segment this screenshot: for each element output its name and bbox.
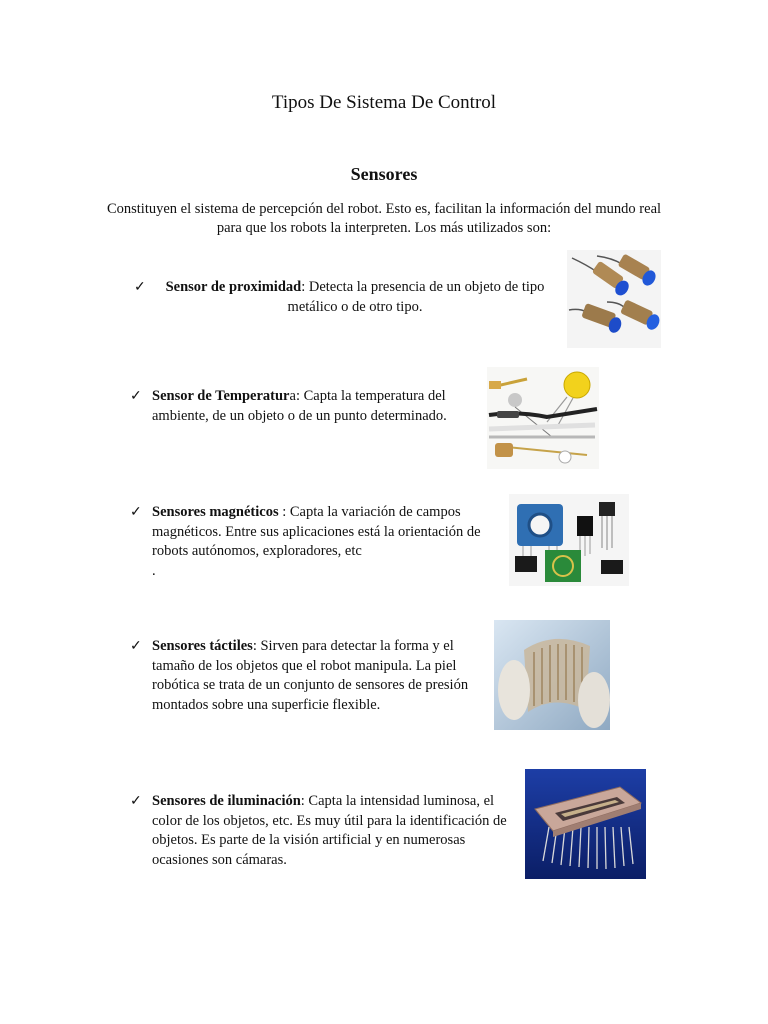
magnetic-sensor-photo [509,494,629,586]
item-description: : Capta la temperatura del ambiente, de un objeto o de un punto determinado. [152,388,447,424]
item-extra: . [152,562,156,579]
item-description: : Capta la variación de campos magnéticos. Entre sus aplicaciones está la orientación de robots autónomos, exploradores, etc [152,504,481,559]
intro-paragraph: Constituyen el sistema de percepción del robot. Esto es, facilitan la información del mundo real para que los robots la interpreten. Los más utilizados son: [106,201,662,236]
checkmark-icon: ✓ [130,389,142,404]
list-item [134,278,560,317]
list-item [130,637,487,715]
item-term: Sensores de iluminación [152,793,301,809]
document-title: Tipos De Sistema De Control [271,92,497,113]
checkmark-icon: ✓ [130,639,142,654]
item-description: : Capta la intensidad luminosa, el color de los objetos, etc. Es muy útil para la identificación de objetos. Es parte de la visión artificial y en numerosas ocasiones son cámaras. [152,793,507,868]
item-description: : Sirven para detectar la forma y el tamaño de los objetos que el robot manipula. La piel robótica se trata de un conjunto de sensores de presión montados sobre una superficie flexible. [152,638,469,713]
proximity-sensor-photo [567,250,661,348]
item-term: Sensores táctiles [152,638,253,654]
item-term-tail: a [289,388,296,404]
item-term: Sensor de proximidad [165,279,302,295]
tactile-sensor-photo [494,620,610,730]
light-sensor-chip-photo [525,769,646,879]
section-heading: Sensores [350,164,418,184]
item-term: Sensores magnéticos [152,504,279,520]
item-description: : Detecta la presencia de un objeto de tipo metálico o de otro tipo. [287,279,545,315]
list-item [130,503,497,581]
temperature-sensor-photo [487,367,599,469]
checkmark-icon: ✓ [130,505,142,520]
checkmark-icon: ✓ [130,794,142,809]
list-item [130,792,517,870]
item-term: Sensor de Temperatur [152,388,290,404]
list-item [130,387,472,426]
checkmark-icon: ✓ [134,280,146,295]
